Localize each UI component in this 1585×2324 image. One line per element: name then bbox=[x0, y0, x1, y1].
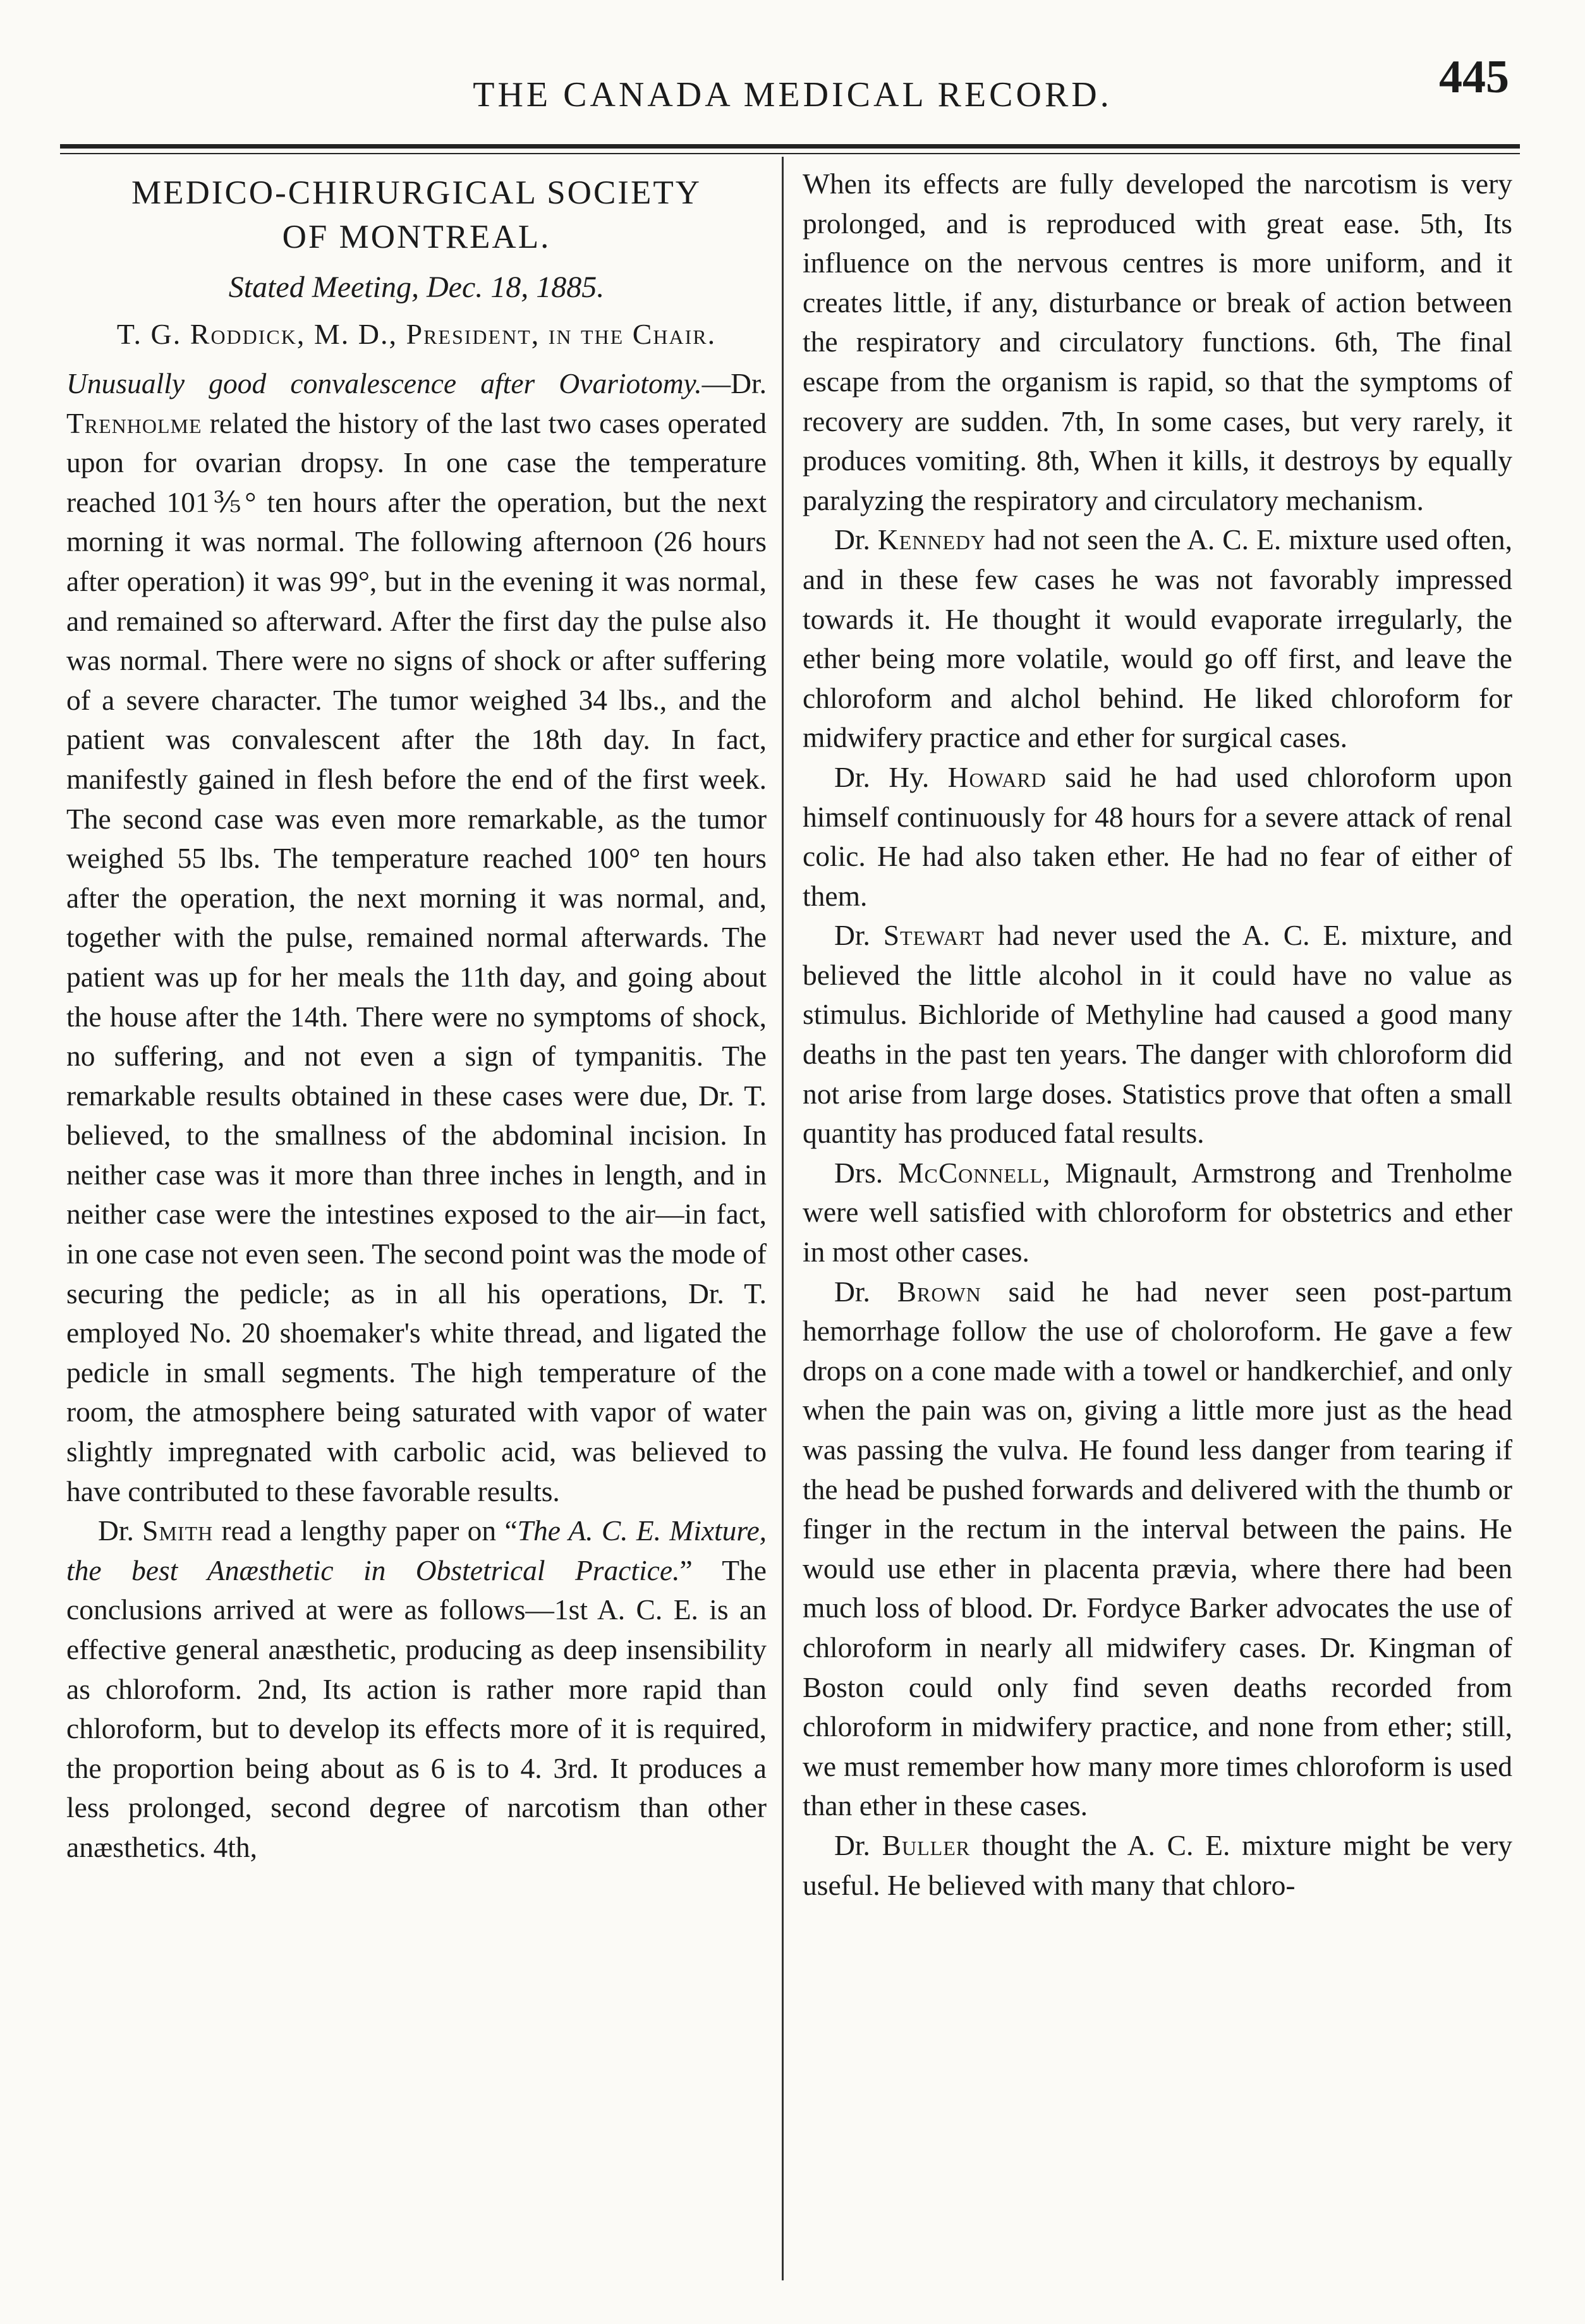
paragraph-text: related the history of the last two cases operated upon for ovarian dropsy. In one case the temperature reached 101⅗° ten hours after the operation, but the next morning it was normal. The following afternoon (26 hours after operation) it was 99°, but in the evening it was normal, and remained so afterward. After the first day the pulse also was normal. There were no signs of shock or after suffering of a severe character. The tumor weighed 34 lbs., and the patient was convalescent after the 18th day. In fact, manifestly gained in flesh before the end of the first week. The second case was even more remarkable, as the tumor weighed 55 lbs. The temperature reached 100° ten hours after the operation, the next morning it was normal, and, together with the pulse, remained normal afterwards. The patient was up for her meals the 11th day, and going about the house after the 14th. There were no symptoms of shock, no suffering, and not even a sign of tympanitis. The remarkable results obtained in these cases were due, Dr. T. believed, to the smallness of the abdominal incision. In neither case was it more than three inches in length, and in neither case were the intestines exposed to the air—in fact, in one case not even seen. The second point was the mode of securing the pedicle; as in all his operations, Dr. T. employed No. 20 shoemaker's white thread, and ligated the pedicle in small segments. The high temperature of the room, the atmosphere being saturated with vapor of water slightly impregnated with carbolic acid, was believed to have contributed to these favorable results. bbox=[66, 406, 767, 1507]
society-heading bbox=[66, 171, 767, 259]
paragraph-mcconnell bbox=[803, 1153, 1512, 1272]
prefix: Dr. bbox=[834, 1828, 882, 1861]
header-rule-thin bbox=[60, 153, 1520, 154]
paragraph-text: had not seen the A. C. E. mixture used often, and in these few cases he was not favorably impressed towards it. He thought it would evaporate irregularly, the ether being more volatile, would go off first, and leave the chloroform and alchol behind. He liked chloroform for midwifery practice and ether for surgical cases. bbox=[803, 523, 1513, 754]
paragraph-ovariotomy bbox=[66, 364, 767, 1511]
paragraph-howard bbox=[803, 758, 1512, 916]
paragraph-text: had never used the A. C. E. mixture, and believed the little alcohol in it could have no value as stimulus. Bichloride of Methyline had caused a good many deaths in the past ten years. The danger with chloroform did not arise from large doses. Statistics prove that often a small quantity has produced fatal results. bbox=[803, 919, 1512, 1150]
journal-title: THE CANADA MEDICAL RECORD. bbox=[473, 75, 1112, 114]
speaker-name: Brown bbox=[897, 1275, 981, 1308]
dash: —Dr. bbox=[701, 367, 767, 399]
prefix: Drs. bbox=[834, 1156, 899, 1189]
paragraph-text: , Mignault, Armstrong and Trenholme were well satisfied with chloroform for obstetrics and ether in most other cases. bbox=[803, 1156, 1513, 1268]
society-heading-line-1: MEDICO-CHIRURGICAL SOCIETY bbox=[131, 174, 701, 211]
column-divider bbox=[782, 157, 784, 2280]
prefix: Dr. bbox=[834, 523, 878, 556]
header-rule bbox=[60, 144, 1520, 149]
paragraph-text: said he had used chloroform upon himself continuously for 48 hours for a severe attack of renal colic. He had also taken ether. He had no fear of either of them. bbox=[803, 760, 1512, 912]
page-number: 445 bbox=[1439, 51, 1509, 103]
left-column bbox=[66, 164, 767, 1868]
speaker-name: Buller bbox=[882, 1828, 971, 1861]
speaker-name: Smith bbox=[142, 1514, 214, 1547]
paragraph-ace-paper bbox=[66, 1511, 767, 1867]
speaker-name: Howard bbox=[947, 760, 1047, 793]
paragraph-brown bbox=[803, 1272, 1512, 1826]
paragraph-text: read a lengthy paper on “ bbox=[213, 1514, 518, 1547]
meeting-date: Stated Meeting, Dec. 18, 1885. bbox=[228, 271, 605, 304]
paragraph-text: said he had never seen post-partum hemorrhage follow the use of choloroform. He gave a few drops on a cone made with a towel or handkerchief, and only when the pain was on, giving a little more just as the head was passing the vulva. He found less danger from tearing if the head be pushed forwards and delivered with the thumb or finger in the rectum in the interval between the pains. He would use ether in placenta prævia, where there had been much loss of blood. Dr. Fordyce Barker advocates the use of chloroform in nearly all midwifery cases. Dr. Kingman of Boston could only find seven deaths recorded from chloroform in midwifery practice, and none from ether; still, we must remember how many more times chloroform is used than ether in these cases. bbox=[803, 1275, 1513, 1822]
prefix: Dr. bbox=[834, 919, 884, 952]
prefix: Dr. bbox=[834, 1275, 897, 1308]
chair-line: T. G. Roddick, M. D., President, in the Chair. bbox=[116, 318, 717, 350]
speaker-name: McConnell bbox=[898, 1156, 1043, 1189]
speaker-name: Trenholme bbox=[66, 406, 202, 439]
right-column bbox=[803, 164, 1512, 1905]
section-title: Unusually good convalescence after Ovariotomy. bbox=[66, 367, 702, 399]
speaker-name: Kennedy bbox=[877, 523, 987, 556]
speaker-name: Stewart bbox=[883, 919, 985, 952]
prefix: Dr. bbox=[98, 1514, 143, 1547]
paragraph-text: ” The conclusions arrived at were as follows—1st A. C. E. is an effective general anæsthetic, producing as deep insensibility as chloroform. 2nd, Its action is rather more rapid than chloroform, but to develop its effects more of it is required, the proportion being about as 6 is to 4. 3rd. It produces a less prolonged, second degree of narcotism than other anæsthetics. 4th, bbox=[66, 1554, 767, 1863]
paper-title: The A. C. E. Mixture, the best Anæsthetic in Obstetrical Practice. bbox=[66, 1514, 767, 1586]
paragraph-conclusions-continued: When its effects are fully developed the narcotism is very prolonged, and is reproduced with great ease. 5th, Its influence on the nervous centres is more uniform, and it creates little, if any, disturbance or break of action between the respiratory and circulatory functions. 6th, The final escape from the organism is rapid, so that the symptoms of recovery are sudden. 7th, In some cases, but very rarely, it produces vomiting. 8th, When it kills, it destroys by equally paralyzing the respiratory and circulatory mechanism. bbox=[803, 167, 1512, 516]
paragraph-text: thought the A. C. E. mixture might be very useful. He believed with many that chloro- bbox=[803, 1828, 1512, 1901]
paragraph-stewart bbox=[803, 916, 1512, 1153]
running-head bbox=[0, 44, 1585, 114]
society-heading-line-2: OF MONTREAL. bbox=[282, 219, 551, 255]
paragraph-buller bbox=[803, 1826, 1512, 1905]
prefix: Dr. Hy. bbox=[834, 760, 948, 793]
paragraph-kennedy bbox=[803, 520, 1512, 758]
